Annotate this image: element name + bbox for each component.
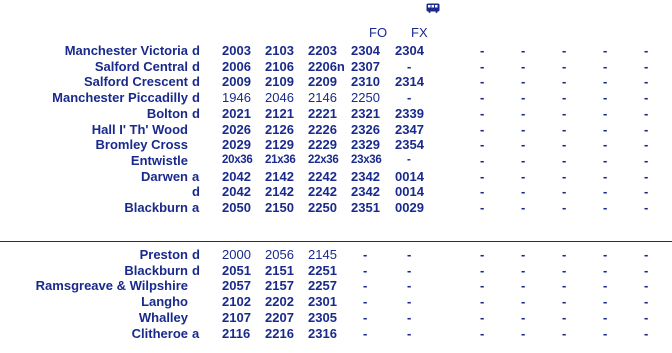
time-cell: 2347 [395,122,424,137]
time-cell: 2314 [395,74,424,89]
arrive-depart-marker: d [192,263,200,278]
time-cell: - [407,326,412,341]
time-cell: 2050 [222,200,251,215]
empty-column-dash: - [644,247,649,262]
time-cell: 2342 [351,169,380,184]
empty-column-dash: - [521,74,526,89]
time-cell: 2106 [265,59,294,74]
time-cell: 2326 [351,122,380,137]
time-cell: - [363,263,368,278]
time-cell: 2339 [395,106,424,121]
time-cell: 2304 [395,43,424,58]
time-cell: 2203 [308,43,337,58]
empty-column-dash: - [521,153,526,168]
empty-column-dash: - [562,90,567,105]
arrive-depart-marker: d [192,247,200,262]
time-cell: 2257 [308,278,337,293]
empty-column-dash: - [480,59,485,74]
station-name: Manchester Piccadilly [52,90,188,105]
station-name: Blackburn [124,263,188,278]
time-cell: 2216 [265,326,294,341]
time-cell: 2000 [222,247,251,262]
empty-column-dash: - [521,137,526,152]
station-name: Salford Central [94,59,188,74]
empty-column-dash: - [480,184,485,199]
time-cell: - [407,294,412,309]
station-name: Blackburn [124,200,188,215]
empty-column-dash: - [562,247,567,262]
empty-column-dash: - [603,310,608,325]
empty-column-dash: - [603,247,608,262]
time-cell: - [407,59,412,74]
empty-column-dash: - [603,106,608,121]
station-name: Clitheroe [131,326,188,341]
empty-column-dash: - [521,247,526,262]
empty-column-dash: - [562,106,567,121]
time-cell: 2250 [351,90,380,105]
time-cell: 2310 [351,74,380,89]
empty-column-dash: - [603,200,608,215]
time-cell: 2145 [308,247,337,262]
time-cell: 2354 [395,137,424,152]
time-cell: 2142 [265,169,294,184]
empty-column-dash: - [644,43,649,58]
empty-column-dash: - [480,169,485,184]
empty-column-dash: - [521,43,526,58]
empty-column-dash: - [644,200,649,215]
arrive-depart-marker: d [192,74,200,89]
arrive-depart-marker: a [192,200,200,215]
empty-column-dash: - [603,278,608,293]
empty-column-dash: - [521,169,526,184]
empty-column-dash: - [603,294,608,309]
empty-column-dash: - [644,137,649,152]
empty-column-dash: - [644,59,649,74]
empty-column-dash: - [603,90,608,105]
time-cell: 2305 [308,310,337,325]
time-cell: 2301 [308,294,337,309]
time-cell: 2021 [222,106,251,121]
time-cell: 2202 [265,294,294,309]
empty-column-dash: - [644,169,649,184]
time-cell: 2226 [308,122,337,137]
empty-column-dash: - [603,122,608,137]
empty-column-dash: - [644,184,649,199]
empty-column-dash: - [521,106,526,121]
time-cell: 2009 [222,74,251,89]
arrive-depart-marker: a [192,169,200,184]
empty-column-dash: - [603,59,608,74]
time-cell: 2056 [265,247,294,262]
empty-column-dash: - [562,137,567,152]
empty-column-dash: - [644,326,649,341]
time-cell: 2142 [265,184,294,199]
time-cell: 2242 [308,184,337,199]
bus-icon [426,3,440,13]
empty-column-dash: - [521,200,526,215]
empty-column-dash: - [521,59,526,74]
empty-column-dash: - [562,74,567,89]
empty-column-dash: - [480,153,485,168]
time-cell: 2116 [222,326,251,341]
time-cell: - [407,90,412,105]
empty-column-dash: - [644,294,649,309]
empty-column-dash: - [521,184,526,199]
time-cell: 2207 [265,310,294,325]
empty-column-dash: - [562,294,567,309]
time-cell: 2150 [265,200,294,215]
station-name: Salford Crescent [83,74,188,89]
empty-column-dash: - [644,263,649,278]
arrive-depart-marker: d [192,59,200,74]
empty-column-dash: - [480,74,485,89]
time-cell: - [363,247,368,262]
station-name: Hall I' Th' Wood [91,122,188,137]
empty-column-dash: - [603,184,608,199]
arrive-depart-marker: d [192,106,200,121]
time-cell: 2307 [351,59,380,74]
empty-column-dash: - [562,184,567,199]
time-cell: 2051 [222,263,251,278]
time-cell: 2251 [308,263,337,278]
empty-column-dash: - [644,278,649,293]
empty-column-dash: - [521,294,526,309]
time-cell: 2003 [222,43,251,58]
empty-column-dash: - [562,310,567,325]
time-cell: 23x36 [351,154,382,166]
empty-column-dash: - [644,153,649,168]
time-cell: 2006 [222,59,251,74]
empty-column-dash: - [562,169,567,184]
station-name: Ramsgreave & Wilpshire [35,278,188,293]
empty-column-dash: - [480,278,485,293]
empty-column-dash: - [603,263,608,278]
empty-column-dash: - [644,106,649,121]
empty-column-dash: - [644,90,649,105]
empty-column-dash: - [521,326,526,341]
time-cell: 21x36 [265,154,296,166]
empty-column-dash: - [521,310,526,325]
time-cell: 2206n [308,59,345,74]
time-cell: 0014 [395,184,424,199]
empty-column-dash: - [562,59,567,74]
time-cell: 0029 [395,200,424,215]
empty-column-dash: - [562,43,567,58]
time-cell: 2102 [222,294,251,309]
time-cell: 2242 [308,169,337,184]
time-cell: 2342 [351,184,380,199]
time-cell: 2109 [265,74,294,89]
time-cell: 2107 [222,310,251,325]
empty-column-dash: - [480,137,485,152]
empty-column-dash: - [644,310,649,325]
time-cell: 2042 [222,169,251,184]
station-name: Bromley Cross [95,137,188,152]
time-cell: - [363,326,368,341]
empty-column-dash: - [480,310,485,325]
header-fx: FX [411,25,428,40]
time-cell: 2046 [265,90,294,105]
empty-column-dash: - [562,122,567,137]
section-divider [0,241,672,242]
empty-column-dash: - [562,278,567,293]
empty-column-dash: - [562,200,567,215]
arrive-depart-marker: d [192,43,200,58]
empty-column-dash: - [644,122,649,137]
time-cell: 2221 [308,106,337,121]
time-cell: 2157 [265,278,294,293]
empty-column-dash: - [480,247,485,262]
time-cell: 2026 [222,122,251,137]
station-name: Entwistle [130,153,188,168]
station-name: Bolton [146,106,188,121]
time-cell: - [363,310,368,325]
time-cell: 2321 [351,106,380,121]
time-cell: 2209 [308,74,337,89]
empty-column-dash: - [521,278,526,293]
empty-column-dash: - [603,326,608,341]
time-cell: - [407,154,411,166]
station-name: Manchester Victoria [64,43,188,58]
empty-column-dash: - [480,43,485,58]
time-cell: - [407,247,412,262]
empty-column-dash: - [562,263,567,278]
time-cell: 20x36 [222,154,253,166]
empty-column-dash: - [644,74,649,89]
time-cell: 2103 [265,43,294,58]
header-fo: FO [369,25,388,40]
station-name: Preston [139,247,188,262]
time-cell: 2121 [265,106,294,121]
empty-column-dash: - [480,263,485,278]
arrive-depart-marker: a [192,326,200,341]
time-cell: 2129 [265,137,294,152]
time-cell: 2126 [265,122,294,137]
time-cell: 2351 [351,200,380,215]
station-name: Darwen [141,169,188,184]
empty-column-dash: - [562,326,567,341]
arrive-depart-marker: d [192,184,200,199]
empty-column-dash: - [521,122,526,137]
empty-column-dash: - [603,153,608,168]
time-cell: - [363,294,368,309]
time-cell: 2151 [265,263,294,278]
empty-column-dash: - [562,153,567,168]
time-cell: 2329 [351,137,380,152]
time-cell: 2316 [308,326,337,341]
empty-column-dash: - [603,137,608,152]
empty-column-dash: - [480,106,485,121]
empty-column-dash: - [603,74,608,89]
time-cell: 2042 [222,184,251,199]
time-cell: 2304 [351,43,380,58]
empty-column-dash: - [480,90,485,105]
empty-column-dash: - [521,90,526,105]
empty-column-dash: - [480,294,485,309]
empty-column-dash: - [480,326,485,341]
time-cell: 1946 [222,90,251,105]
time-cell: - [363,278,368,293]
station-name: Langho [141,294,188,309]
empty-column-dash: - [603,169,608,184]
time-cell: 0014 [395,169,424,184]
arrive-depart-marker: d [192,90,200,105]
empty-column-dash: - [603,43,608,58]
empty-column-dash: - [480,122,485,137]
time-cell: 2029 [222,137,251,152]
time-cell: 2229 [308,137,337,152]
time-cell: 22x36 [308,154,339,166]
empty-column-dash: - [521,263,526,278]
time-cell: - [407,310,412,325]
time-cell: - [407,278,412,293]
time-cell: 2250 [308,200,337,215]
time-cell: - [407,263,412,278]
station-name: Whalley [138,310,188,325]
time-cell: 2057 [222,278,251,293]
time-cell: 2146 [308,90,337,105]
empty-column-dash: - [480,200,485,215]
